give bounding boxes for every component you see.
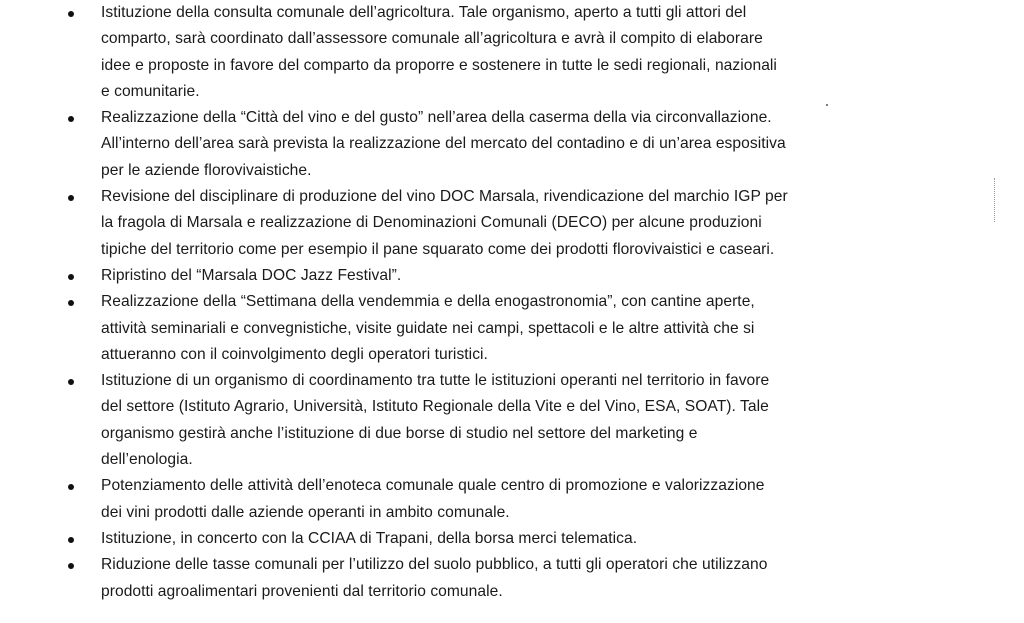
bullet-icon	[68, 484, 74, 490]
bullet-icon	[68, 11, 74, 17]
bullet-icon	[68, 537, 74, 543]
bullet-icon	[68, 274, 74, 280]
list-item	[62, 263, 872, 289]
bullet-icon	[68, 300, 74, 306]
scan-artifact	[994, 178, 996, 222]
text-line: Riduzione delle tasse comunali per l’utilizzo del suolo pubblico, a tutti gli operatori che utilizzano	[101, 556, 768, 574]
bullet-icon	[68, 563, 74, 569]
text-line: la fragola di Marsala e realizzazione di Denominazioni Comunali (DECO) per alcune produzioni	[101, 214, 762, 232]
list-item	[62, 184, 872, 263]
bullet-icon	[68, 379, 74, 385]
text-line: per le aziende florovivaistiche.	[101, 161, 312, 179]
text-line: e comunitarie.	[101, 82, 200, 100]
list-item	[62, 0, 872, 105]
text-line: Istituzione di un organismo di coordinamento tra tutte le istituzioni operanti nel territorio in favore	[101, 372, 770, 390]
list-item	[62, 368, 872, 473]
text-line: Istituzione, in concerto con la CCIAA di Trapani, della borsa merci telematica.	[101, 529, 638, 547]
list-item	[62, 289, 872, 368]
text-line: comparto, sarà coordinato dall’assessore comunale all’agricoltura e avrà il compito di elaborare	[101, 30, 763, 48]
text-line: Potenziamento delle attività dell’enoteca comunale quale centro di promozione e valorizzazione	[101, 477, 765, 495]
list-item	[62, 526, 872, 552]
text-line: Realizzazione della “Città del vino e del gusto” nell’area della caserma della via circonvallazione.	[101, 109, 772, 127]
text-line: del settore (Istituto Agrario, Università, Istituto Regionale della Vite e del Vino, ESA, SOAT). Tale	[101, 398, 769, 416]
text-line: Revisione del disciplinare di produzione del vino DOC Marsala, rivendicazione del marchio IGP per	[101, 188, 788, 206]
text-line: dei vini prodotti dalle aziende operanti in ambito comunale.	[101, 503, 510, 521]
list-item	[62, 105, 872, 184]
text-line: idee e proposte in favore del comparto da proporre e sostenere in tutte le sedi regionali, nazionali	[101, 56, 777, 74]
text-line: attueranno con il coinvolgimento degli operatori turistici.	[101, 345, 488, 363]
bullet-list	[62, 0, 872, 605]
text-line: tipiche del territorio come per esempio il pane squarato come dei prodotti florovivaistici e caseari.	[101, 240, 775, 258]
text-line: prodotti agroalimentari provenienti dal territorio comunale.	[101, 582, 503, 600]
scan-speck	[826, 104, 828, 106]
text-line: dell’enologia.	[101, 451, 193, 469]
bullet-icon	[68, 116, 74, 122]
text-line: Ripristino del “Marsala DOC Jazz Festival”.	[101, 266, 402, 284]
text-line: Realizzazione della “Settimana della vendemmia e della enogastronomia”, con cantine aperte,	[101, 293, 755, 311]
text-line: All’interno dell’area sarà prevista la realizzazione del mercato del contadino e di un’area espositiva	[101, 135, 786, 153]
bullet-icon	[68, 195, 74, 201]
list-item	[62, 552, 872, 605]
text-line: attività seminariali e convegnistiche, visite guidate nei campi, spettacoli e le altre attività che si	[101, 319, 755, 337]
text-line: organismo gestirà anche l’istituzione di due borse di studio nel settore del marketing e	[101, 424, 698, 442]
list-item	[62, 473, 872, 526]
text-line: Istituzione della consulta comunale dell’agricoltura. Tale organismo, aperto a tutti gli attori del	[101, 4, 747, 21]
